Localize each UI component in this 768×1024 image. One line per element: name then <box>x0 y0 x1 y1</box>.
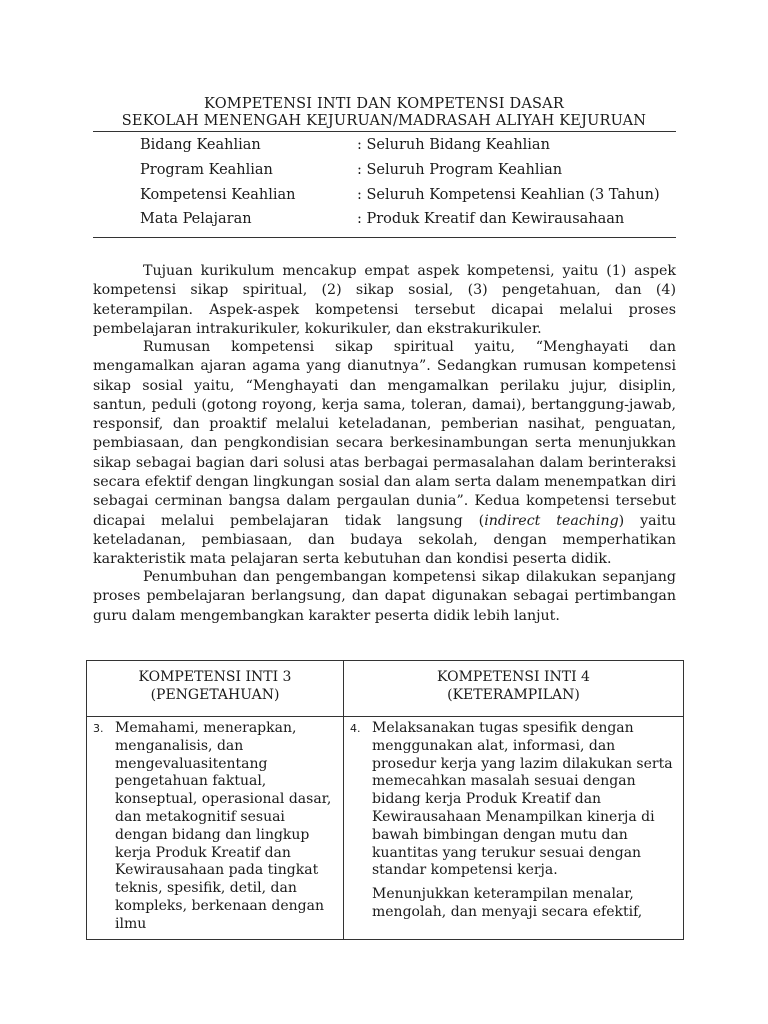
table-row <box>87 717 684 940</box>
meta-row-bidang <box>140 137 680 157</box>
header-ki4 <box>344 661 684 717</box>
ki4-text-paragraph-2: Menunjukkan keterampilan menalar, mengolah, dan menyaji secara efektif, <box>372 886 643 920</box>
table-header-row <box>87 661 684 717</box>
meta-row-mapel <box>140 211 680 231</box>
meta-label: Mata Pelajaran <box>140 211 252 227</box>
paragraph-penumbuhan: Penumbuhan dan pengembangan kompetensi sikap dilakukan sepanjang proses pembelajaran berlangsung, dan dapat digunakan sebagai pertimbangan guru dalam mengembangkan karakter peserta didik lebih lanjut. <box>93 569 676 624</box>
meta-label: Bidang Keahlian <box>140 137 261 153</box>
meta-value: : Produk Kreatif dan Kewirausahaan <box>357 211 625 227</box>
page-title-line-1: KOMPETENSI INTI DAN KOMPETENSI DASAR <box>204 96 564 112</box>
ki3-text: Memahami, menerapkan, menganalisis, dan mengevaluasitentang pengetahuan faktual, konseptual, operasional dasar, dan metakognitif sesuai dengan bidang dan lingkup kerja Produk Kreatif dan Kewirausahaan pada tingkat teknis, spesifik, detil, dan kompleks, berkenaan dengan ilmu <box>115 720 332 932</box>
item-number: 4. <box>350 722 361 735</box>
item-number: 3. <box>93 722 104 735</box>
competency-table <box>86 660 684 940</box>
cell-ki4 <box>344 717 684 940</box>
header-ki3-line1: KOMPETENSI INTI 3 <box>138 669 292 685</box>
paragraph-rumusan-part-b: ) yaitu keteladanan, pembiasaan, dan budaya sekolah, dengan memperhatikan karakteristik mata pelajaran serta kebutuhan dan kondisi peserta didik. <box>93 512 676 568</box>
header-ki3-line2: (PENGETAHUAN) <box>150 686 280 703</box>
paragraph-rumusan-part-a: Rumusan kompetensi sikap spiritual yaitu, “Menghayati dan mengamalkan ajaran agama yang dianutnya”. Sedangkan rumusan kompetensi sikap sosial yaitu, “Menghayati dan mengamalkan perilaku jujur, disiplin, santun, peduli (gotong royong, kerja sama, toleran, damai), bertanggung-jawab, responsif, dan proaktif melalui keteladanan, pemberian nasihat, penguatan, pembiasaan, dan pengkondisian secara berkesinambungan serta menunjukkan sikap sebagai bagian dari solusi atas berbagai permasalahan dalam berinteraksi secara efektif dengan lingkungan sosial dan alam serta dalam menempatkan diri sebagai cerminan bangsa dalam pergaulan dunia”. Kedua kompetensi tersebut dicapai melalui pembelajaran tidak langsung ( <box>93 339 676 529</box>
meta-row-program <box>140 162 680 182</box>
meta-row-kompetensi <box>140 187 680 207</box>
meta-label: Program Keahlian <box>140 162 273 178</box>
bottom-divider <box>93 237 676 238</box>
page-title-line-2: SEKOLAH MENENGAH KEJURUAN/MADRASAH ALIYAH KEJURUAN <box>121 113 647 129</box>
header-ki4-line1: KOMPETENSI INTI 4 <box>437 669 590 685</box>
header-ki4-line2: (KETERAMPILAN) <box>447 686 580 703</box>
meta-value: : Seluruh Kompetensi Keahlian (3 Tahun) <box>357 187 660 203</box>
meta-value: : Seluruh Bidang Keahlian <box>357 137 550 153</box>
meta-value: : Seluruh Program Keahlian <box>357 162 563 178</box>
header-ki3 <box>87 661 344 717</box>
paragraph-tujuan: Tujuan kurikulum mencakup empat aspek kompetensi, yaitu (1) aspek kompetensi sikap spiritual, (2) sikap sosial, (3) pengetahuan, dan (4) keterampilan. Aspek-aspek kompetensi tersebut dicapai melalui proses pembelajaran intrakurikuler, kokurikuler, dan ekstrakurikuler. <box>93 263 676 337</box>
ki4-text <box>372 720 675 928</box>
meta-label: Kompetensi Keahlian <box>140 187 296 203</box>
ki4-text-paragraph-1: Melaksanakan tugas spesifik dengan menggunakan alat, informasi, dan prosedur kerja yang lazim dilakukan serta memecahkan masalah sesuai dengan bidang kerja Produk Kreatif dan Kewirausahaan Menampilkan kinerja di bawah bimbingan dengan mutu dan kuantitas yang terukur sesuai dengan standar kompetensi kerja. <box>372 720 673 879</box>
cell-ki3 <box>87 717 344 940</box>
paragraph-rumusan <box>93 338 676 570</box>
indirect-teaching-term: indirect teaching <box>484 512 619 529</box>
top-divider <box>93 131 676 132</box>
